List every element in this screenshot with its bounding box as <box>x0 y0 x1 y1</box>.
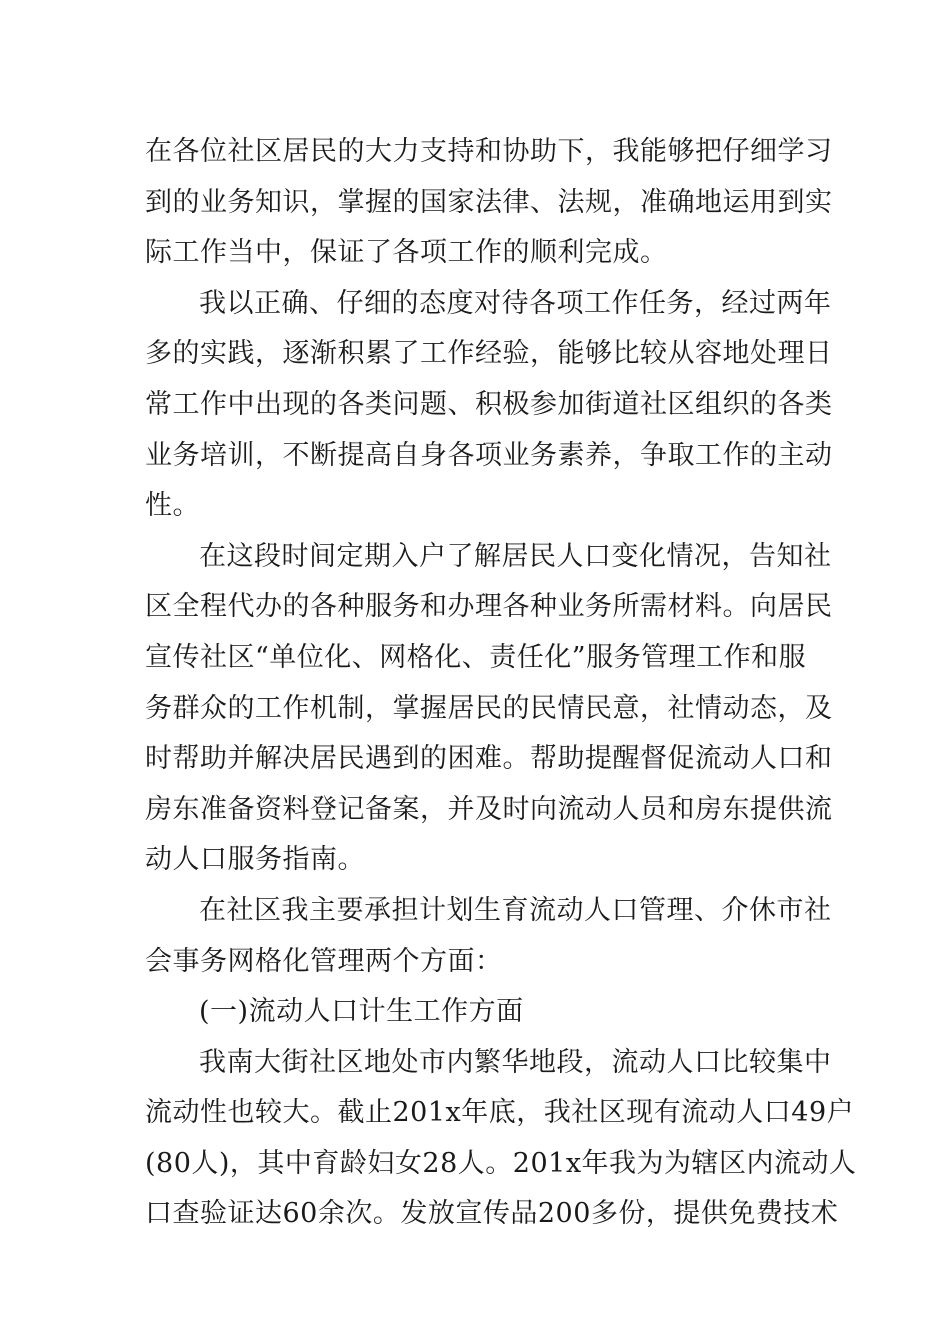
text-line: 会事务网格化管理两个方面： <box>145 945 503 977</box>
text-line: 口查验证达60余次。发放宣传品200多份，提供免费技术 <box>145 1198 839 1230</box>
text-line: (80人)，其中育龄妇女28人。201x年我为为辖区内流动人 <box>145 1147 857 1179</box>
text-line: 性。 <box>145 490 200 522</box>
text-line: 务群众的工作机制，掌握居民的民情民意，社情动态，及 <box>145 692 833 724</box>
text-line: (一)流动人口计生工作方面 <box>199 996 524 1028</box>
text-line: 在这段时间定期入户了解居民人口变化情况，告知社 <box>199 540 832 572</box>
text-line: 宣传社区“单位化、网格化、责任化”服务管理工作和服 <box>145 641 807 673</box>
document-body <box>145 127 857 1240</box>
text-line: 业务培训，不断提高自身各项业务素养，争取工作的主动 <box>145 439 833 471</box>
text-line: 时帮助并解决居民遇到的困难。帮助提醒督促流动人口和 <box>145 743 833 775</box>
text-line: 多的实践，逐渐积累了工作经验，能够比较从容地处理日 <box>145 338 833 370</box>
text-line: 在社区我主要承担计划生育流动人口管理、介休市社 <box>199 894 832 926</box>
text-line: 常工作中出现的各类问题、积极参加街道社区组织的各类 <box>145 388 833 420</box>
text-line: 动人口服务指南。 <box>145 844 365 876</box>
text-line: 际工作当中，保证了各项工作的顺利完成。 <box>145 237 668 269</box>
text-line: 流动性也较大。截止201x年底，我社区现有流动人口49户 <box>145 1097 855 1129</box>
text-line: 房东准备资料登记备案，并及时向流动人员和房东提供流 <box>145 793 833 825</box>
text-line: 区全程代办的各种服务和办理各种业务所需材料。向居民 <box>145 591 833 623</box>
text-line: 在各位社区居民的大力支持和协助下，我能够把仔细学习 <box>145 136 833 167</box>
text-line: 我以正确、仔细的态度对待各项工作任务，经过两年 <box>199 287 832 319</box>
text-line: 到的业务知识，掌握的国家法律、法规，准确地运用到实 <box>145 186 833 218</box>
text-line: 我南大街社区地处市内繁华地段，流动人口比较集中 <box>199 1046 832 1078</box>
